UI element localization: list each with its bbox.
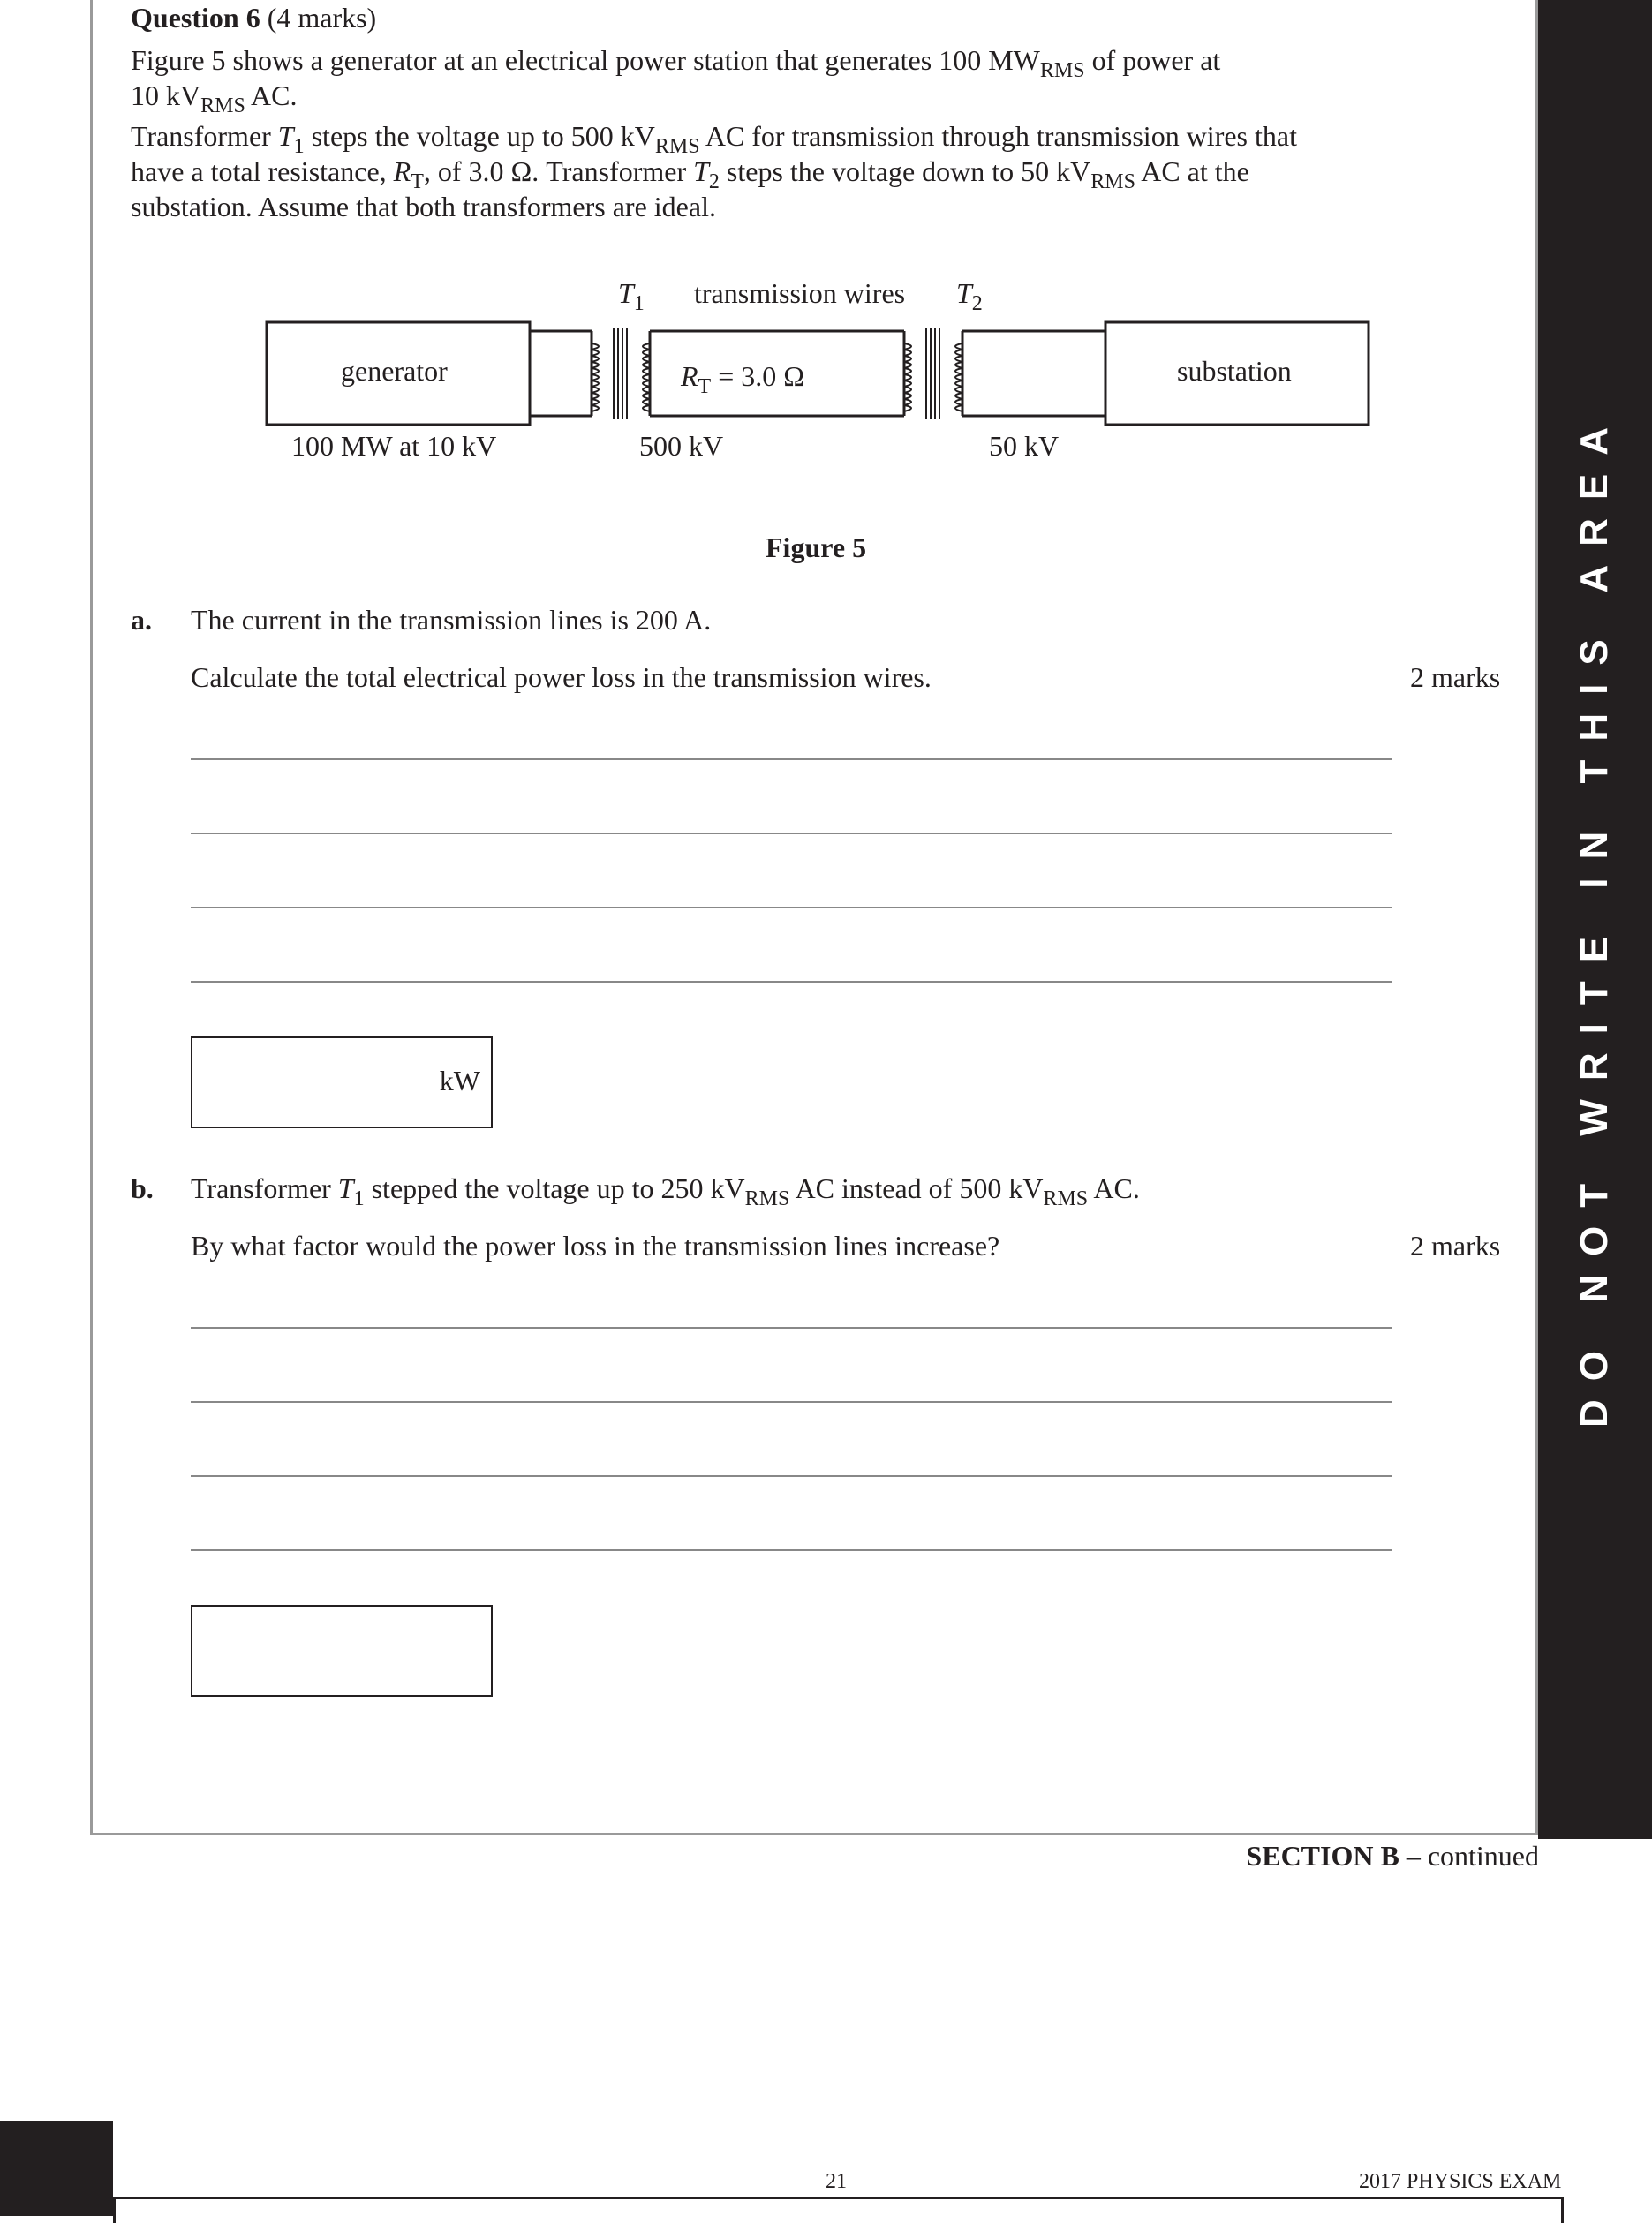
text: – continued: [1399, 1840, 1539, 1872]
text: = 3.0 Ω: [711, 360, 805, 392]
generator-label: generator: [341, 355, 448, 387]
symbol: R: [393, 155, 411, 187]
text: AC.: [1088, 1172, 1140, 1204]
part-a-marks: 2 marks: [1410, 661, 1501, 693]
part-b-line-2: By what factor would the power loss in the transmission lines increase?: [191, 1230, 1000, 1262]
text: stepped the voltage up to 250 kV: [364, 1172, 745, 1204]
answer-line[interactable]: [191, 758, 1392, 760]
question-marks: (4 marks): [267, 2, 377, 34]
subscript: 2: [971, 292, 983, 315]
text: Figure 5 shows a generator at an electrical power station that generates 100 MW: [131, 44, 1040, 76]
question-title: Question 6: [131, 2, 260, 34]
subscript: RMS: [1039, 59, 1085, 82]
footer-border: [113, 2197, 1564, 2223]
text: Transformer: [191, 1172, 338, 1204]
text: SECTION B: [1246, 1840, 1399, 1872]
subscript: T: [411, 170, 424, 193]
answer-box-a[interactable]: [191, 1036, 493, 1128]
subscript: 1: [633, 292, 645, 315]
text: AC.: [245, 79, 298, 111]
substation-label: substation: [1177, 355, 1292, 387]
answer-line[interactable]: [191, 981, 1392, 983]
para2-line-1: [131, 118, 1297, 158]
section-continued: [1246, 1838, 1539, 1873]
answer-line[interactable]: [191, 1549, 1392, 1551]
do-not-write-warning: DO NOT WRITE IN THIS AREA: [1573, 408, 1616, 1428]
subscript: RMS: [1043, 1187, 1089, 1210]
text: AC instead of 500 kV: [789, 1172, 1044, 1204]
answer-line[interactable]: [191, 907, 1392, 908]
text: 10 kV: [131, 79, 201, 111]
symbol: T: [956, 277, 972, 309]
para2-line-3: substation. Assume that both transformers are ideal.: [131, 191, 716, 222]
transmission-wires-label: transmission wires: [694, 277, 906, 309]
t2-label: [956, 275, 983, 315]
para2-line-2: [131, 154, 1249, 193]
symbol: T: [277, 120, 294, 152]
text: have a total resistance,: [131, 155, 394, 187]
subscript: 1: [353, 1187, 365, 1210]
page-number: 21: [826, 2170, 847, 2193]
text: , of 3.0 Ω. Transformer: [423, 155, 694, 187]
resistance-label: [681, 358, 805, 398]
subscript: 2: [708, 170, 720, 193]
subscript: T: [698, 375, 712, 398]
generator-rating: 100 MW at 10 kV: [291, 430, 497, 462]
subscript: RMS: [654, 135, 700, 158]
answer-line[interactable]: [191, 1401, 1392, 1403]
answer-line[interactable]: [191, 833, 1392, 834]
part-b-marks: 2 marks: [1410, 1230, 1501, 1262]
symbol: T: [693, 155, 709, 187]
t1-label: [618, 275, 645, 315]
answer-line[interactable]: [191, 1327, 1392, 1329]
part-a-line-1: The current in the transmission lines is 200 A.: [191, 604, 712, 636]
part-b-line-1: [191, 1171, 1140, 1210]
unit-label: kW: [439, 1065, 480, 1096]
intro-line-2: [131, 78, 298, 117]
text: AC for transmission through transmission wires that: [699, 120, 1297, 152]
text: steps the voltage down to 50 kV: [719, 155, 1091, 187]
part-a-letter: a.: [131, 604, 152, 636]
exam-name: 2017 PHYSICS EXAM: [1359, 2170, 1562, 2193]
subscript: RMS: [200, 94, 245, 117]
subscript: 1: [293, 135, 305, 158]
subscript: RMS: [744, 1187, 790, 1210]
symbol: R: [681, 360, 698, 392]
voltage-50kv: 50 kV: [989, 430, 1060, 462]
subscript: RMS: [1090, 170, 1135, 193]
footer-block: [0, 2121, 113, 2216]
intro-line-1: [131, 42, 1221, 82]
symbol: T: [618, 277, 634, 309]
answer-line[interactable]: [191, 1475, 1392, 1477]
voltage-500kv: 500 kV: [639, 430, 724, 462]
part-b-letter: b.: [131, 1172, 154, 1204]
part-a-line-2: Calculate the total electrical power loss in the transmission wires.: [191, 661, 932, 693]
text: of power at: [1084, 44, 1221, 76]
text: steps the voltage up to 500 kV: [304, 120, 655, 152]
symbol: T: [337, 1172, 354, 1204]
figure-caption: Figure 5: [766, 531, 867, 563]
text: AC at the: [1135, 155, 1249, 187]
question-heading: [131, 0, 376, 35]
text: Transformer: [131, 120, 278, 152]
answer-box-b[interactable]: [191, 1605, 493, 1697]
